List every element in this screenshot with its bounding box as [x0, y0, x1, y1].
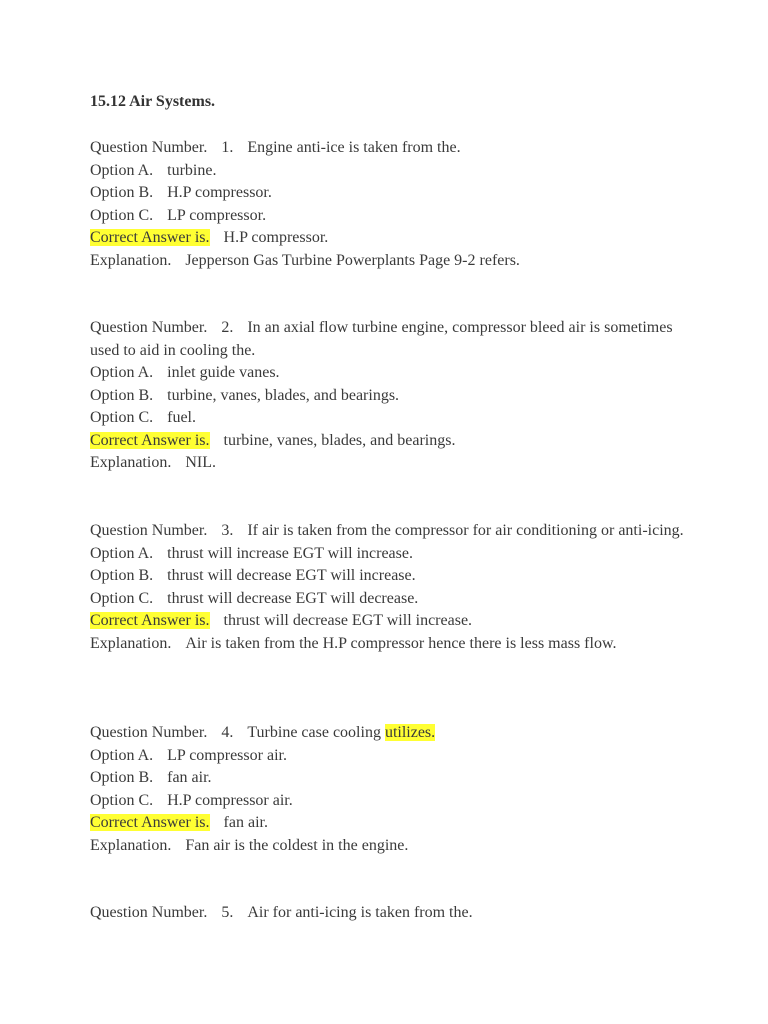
answer-text: thrust will decrease EGT will increase. — [223, 612, 473, 629]
question-block-3 — [90, 520, 690, 655]
explanation-label: Explanation. — [90, 634, 172, 652]
explanation-line — [90, 250, 690, 273]
question-block-1 — [90, 137, 690, 272]
question-line — [90, 902, 690, 925]
option-b-line — [90, 385, 690, 408]
question-block-4 — [90, 722, 690, 857]
option-c-label: Option C. — [90, 791, 154, 809]
option-b-label: Option B. — [90, 567, 154, 584]
correct-answer-label: Correct Answer is. — [90, 814, 210, 831]
option-a-label: Option A. — [90, 746, 154, 764]
option-b-text: H.P compressor. — [167, 184, 272, 201]
question-label: Question Number. — [90, 522, 208, 539]
explanation-label: Explanation. — [90, 836, 172, 854]
answer-line — [90, 812, 690, 835]
option-b-label: Option B. — [90, 769, 154, 786]
option-b-text: thrust will decrease EGT will increase. — [167, 567, 416, 584]
section-title: 15.12 Air Systems. — [90, 93, 216, 110]
highlighted-word: utilizes. — [384, 724, 436, 741]
question-text: In an axial flow turbine engine, compressor bleed air is sometimes used to aid in cooling the. — [90, 319, 673, 359]
explanation-text: Fan air is the coldest in the engine. — [185, 836, 409, 854]
explanation-line — [90, 835, 690, 858]
option-b-line — [90, 182, 690, 205]
option-a-line — [90, 745, 690, 768]
option-a-text: inlet guide vanes. — [167, 364, 280, 381]
question-line — [90, 137, 690, 160]
option-c-text: H.P compressor air. — [167, 791, 293, 809]
answer-line — [90, 227, 690, 250]
question-text: Air for anti-icing is taken from the. — [247, 904, 473, 921]
explanation-text: Jepperson Gas Turbine Powerplants Page 9-2 refers. — [185, 251, 520, 269]
correct-answer-label: Correct Answer is. — [90, 612, 210, 629]
option-c-line — [90, 407, 690, 430]
answer-text: H.P compressor. — [223, 229, 329, 246]
explanation-label: Explanation. — [90, 251, 172, 269]
option-a-line — [90, 362, 690, 385]
answer-text: fan air. — [223, 814, 268, 831]
question-text: Engine anti-ice is taken from the. — [247, 139, 461, 156]
option-b-text: turbine, vanes, blades, and bearings. — [167, 386, 400, 404]
question-line — [90, 317, 690, 362]
question-label: Question Number. — [90, 904, 208, 921]
option-b-line — [90, 565, 690, 588]
correct-answer-label: Correct Answer is. — [90, 431, 210, 449]
explanation-line — [90, 633, 690, 656]
explanation-text: NIL. — [185, 454, 216, 471]
option-a-line — [90, 543, 690, 566]
option-b-line — [90, 767, 690, 790]
question-block-2 — [90, 317, 690, 475]
question-number: 2. — [221, 319, 234, 336]
option-b-label: Option B. — [90, 184, 154, 201]
option-c-label: Option C. — [90, 206, 154, 224]
option-b-label: Option B. — [90, 386, 154, 404]
option-c-label: Option C. — [90, 409, 154, 426]
question-block-5 — [90, 902, 690, 925]
option-a-line — [90, 160, 690, 183]
option-c-text: fuel. — [167, 409, 196, 426]
question-line — [90, 520, 690, 543]
question-line — [90, 722, 690, 745]
option-c-line — [90, 790, 690, 813]
answer-text: turbine, vanes, blades, and bearings. — [223, 431, 456, 449]
answer-line — [90, 430, 690, 453]
question-text: Turbine case cooling — [247, 724, 381, 741]
question-text: If air is taken from the compressor for air conditioning or anti-icing. — [247, 522, 684, 539]
option-a-text: thrust will increase EGT will increase. — [167, 544, 413, 562]
option-c-text: thrust will decrease EGT will decrease. — [167, 589, 419, 607]
question-number: 4. — [221, 724, 234, 741]
explanation-label: Explanation. — [90, 454, 172, 471]
option-a-label: Option A. — [90, 544, 154, 562]
answer-line — [90, 610, 690, 633]
option-c-line — [90, 205, 690, 228]
option-a-text: turbine. — [167, 161, 217, 179]
question-label: Question Number. — [90, 724, 208, 741]
question-number: 3. — [221, 522, 234, 539]
option-c-line — [90, 588, 690, 611]
question-label: Question Number. — [90, 139, 208, 156]
question-number: 5. — [221, 904, 234, 921]
explanation-line — [90, 452, 690, 475]
question-label: Question Number. — [90, 319, 208, 336]
option-a-label: Option A. — [90, 364, 154, 381]
explanation-text: Air is taken from the H.P compressor hence there is less mass flow. — [185, 634, 617, 652]
option-a-text: LP compressor air. — [167, 746, 287, 764]
correct-answer-label: Correct Answer is. — [90, 229, 210, 246]
option-b-text: fan air. — [167, 769, 212, 786]
option-c-label: Option C. — [90, 589, 154, 607]
option-c-text: LP compressor. — [167, 206, 267, 224]
option-a-label: Option A. — [90, 161, 154, 179]
question-number: 1. — [221, 139, 234, 156]
